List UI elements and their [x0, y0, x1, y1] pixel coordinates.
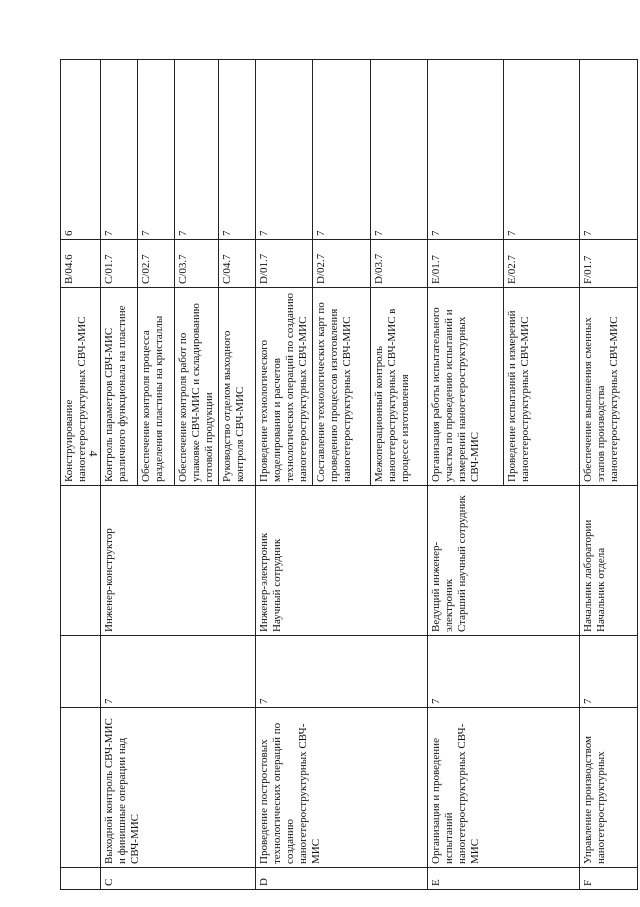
subfunction-level-cell: 7 [313, 60, 370, 240]
subfunction-code-cell: D/02.7 [313, 240, 370, 288]
subfunction-code-cell: E/01.7 [427, 240, 503, 288]
subfunction-name-cell: Руководство отделом выходного контроля СВЧ-МИС [218, 288, 255, 486]
level-cell: 7 [101, 636, 256, 708]
level-cell [61, 636, 101, 708]
subfunction-level-cell: 7 [427, 60, 503, 240]
subfunction-level-cell: 7 [255, 60, 312, 240]
positions-cell [579, 486, 637, 636]
function-name-cell: Выходной контроль СВЧ-МИС и финишные операции над СВЧ-МИС [101, 708, 256, 868]
level-cell: 7 [579, 636, 637, 708]
letter-cell: E [427, 868, 579, 890]
positions-cell [427, 486, 579, 636]
rotated-table-wrapper [60, 60, 620, 890]
level-cell: 7 [427, 636, 579, 708]
subfunction-code-cell: D/01.7 [255, 240, 312, 288]
subfunction-name-cell: Обеспечение выполнения сменных этапов производства наногетероструктурных СВЧ-МИС [579, 288, 637, 486]
page-number: 4 [86, 450, 101, 457]
subfunction-level-cell: 7 [101, 60, 138, 240]
level-cell: 7 [255, 636, 427, 708]
table-container [60, 60, 620, 890]
letter-cell: F [579, 868, 637, 890]
subfunction-level-cell: 7 [370, 60, 427, 240]
position-title: Научный сотрудник [270, 538, 283, 632]
position-title: Начальник лаборатории [581, 519, 594, 632]
table-header-row [61, 60, 101, 890]
function-name-cell: Организация и проведение испытаний наногетероструктурных СВЧ-МИС [427, 708, 579, 868]
functions-table [60, 59, 638, 890]
subfunction-level-cell: 7 [579, 60, 637, 240]
subfunction-level-cell: 7 [175, 60, 219, 240]
position-title: Начальник отдела [594, 547, 607, 632]
subfunction-code-cell: C/03.7 [175, 240, 219, 288]
subfunction-code-cell: D/03.7 [370, 240, 427, 288]
position-title: Старший научный сотрудник [455, 495, 468, 632]
subfunction-name-cell: Проведение испытаний и измерений наногетероструктурных СВЧ-МИС [503, 288, 579, 486]
table-row [101, 60, 138, 890]
table-row [255, 60, 312, 890]
subfunction-name-cell: Организация работы испытательного участка по проведению испытаний и измерений наногетероструктурных СВЧ-МИС [427, 288, 503, 486]
subfunction-code-cell: B/04.6 [61, 240, 101, 288]
subfunction-level-cell: 6 [61, 60, 101, 240]
positions-cell [255, 486, 427, 636]
subfunction-code-cell: F/01.7 [579, 240, 637, 288]
subfunction-name-cell: Обеспечение контроля процесса разделения пластины на кристаллы [138, 288, 175, 486]
subfunction-code-cell: E/02.7 [503, 240, 579, 288]
letter-cell: D [255, 868, 427, 890]
subfunction-code-cell: C/02.7 [138, 240, 175, 288]
subfunction-name-cell: Конструирование наногетероструктурных СВЧ-МИС [61, 288, 101, 486]
function-name-cell: Управление производством наногетероструктурных [579, 708, 637, 868]
letter-cell: C [101, 868, 256, 890]
subfunction-name-cell: Контроль параметров СВЧ-МИС различного функционала на пластине [101, 288, 138, 486]
function-name-cell [61, 708, 101, 868]
position-title: Инженер-электроник [257, 532, 270, 632]
subfunction-level-cell: 7 [503, 60, 579, 240]
subfunction-name-cell: Проведение технологического моделирования и расчетов технологических операций по созданию наногетероструктурных СВЧ-МИС [255, 288, 312, 486]
letter-cell [61, 868, 101, 890]
subfunction-level-cell: 7 [138, 60, 175, 240]
positions-cell [61, 486, 101, 636]
subfunction-name-cell: Межоперационный контроль наногетероструктурных СВЧ-МИС в процессе изготовления [370, 288, 427, 486]
subfunction-name-cell: Обеспечение контроля работ по упаковке СВЧ-МИС и складированию готовой продукции [175, 288, 219, 486]
table-row [427, 60, 503, 890]
table-row [579, 60, 637, 890]
positions-cell [101, 486, 256, 636]
subfunction-code-cell: C/04.7 [218, 240, 255, 288]
subfunction-name-cell: Составление технологических карт по проведению процессов изготовления наногетероструктурных СВЧ-МИС [313, 288, 370, 486]
subfunction-level-cell: 7 [218, 60, 255, 240]
subfunction-code-cell: C/01.7 [101, 240, 138, 288]
position-title: Инженер-конструктор [103, 528, 115, 632]
function-name-cell: Проведение постростовых технологических операций по созданию наногетероструктурных СВЧ-МИС [255, 708, 427, 868]
position-title: Ведущий инженер-электроник [429, 541, 455, 632]
